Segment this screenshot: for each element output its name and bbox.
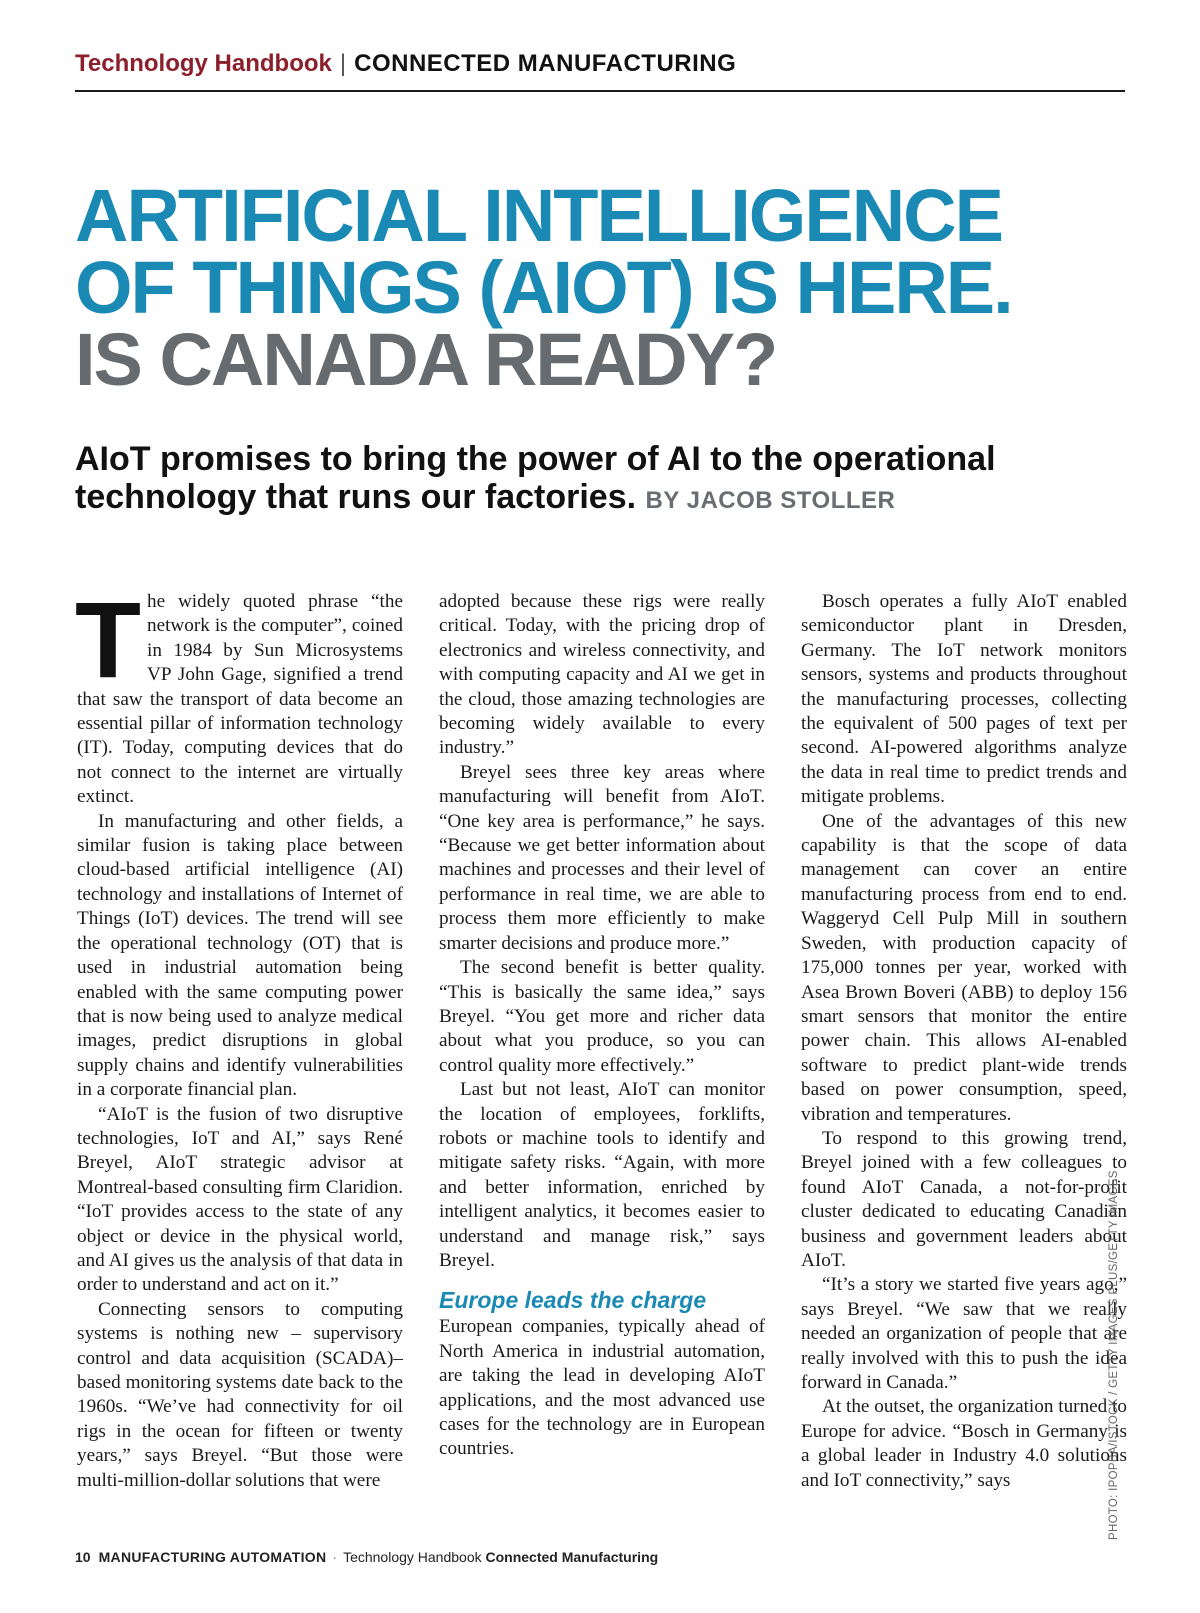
article-body (75, 579, 1127, 1520)
headline-line-3: IS CANADA READY? (75, 318, 777, 401)
page-footer (75, 1549, 658, 1569)
header-section: CONNECTED MANUFACTURING (354, 50, 737, 77)
column-2 (439, 590, 765, 1520)
paragraph: To respond to this growing trend, Breyel joined with a few colleagues to found AIoT Canada, a not-for-profit cluster dedicated to educating Canadian business and government leaders about AIoT. (801, 1127, 1127, 1271)
deck-text: AIoT promises to bring the power of AI to the operational technology that runs our factories. (75, 440, 996, 516)
paragraph: One of the advantages of this new capability is that the scope of data management can cover an entire manufacturing process from end to end. Waggeryd Cell Pulp Mill in southern Sweden, with production capacity of 175,000 tonnes per year, worked with Asea Brown Boveri (ABB) to deploy 156 smart sensors that monitor the entire power chain. This allows AI-enabled software to predict plant-wide trends based on power consumption, speed, vibration and temperatures. (801, 810, 1127, 1125)
dropcap: T (75, 579, 141, 700)
paragraph: “It’s a story we started five years ago,” says Breyel. “We saw that we really needed an organization of people that are really involved with this to push the idea forward in Canada.” (801, 1274, 1127, 1393)
paragraph: Breyel sees three key areas where manufacturing will benefit from AIoT. “One key area is performance,” he says. “Because we get better information about machines and processes and their level of performance in real time, we are able to process them more efficiently to make smarter decisions and produce more.” (439, 761, 765, 954)
paragraph: The second benefit is better quality. “This is basically the same idea,” says Breyel. “You get more and richer data about what you produce, so you can control quality more effectively.” (439, 957, 765, 1076)
headline (75, 174, 1135, 401)
paragraph (75, 579, 403, 810)
photo-credit: PHOTO: IPOPBA/ISTOCK / GETTY IMAGES PLUS/GETTY IMAGES (1108, 1170, 1120, 1540)
header-brand: Technology Handbook (75, 50, 332, 77)
paragraph: “AIoT is the fusion of two disruptive technologies, IoT and AI,” says René Breyel, AIoT strategic advisor at Montreal-based consulting firm Claridion. “IoT provides access to the state of any object or device in the physical world, and AI gives us the analysis of that data in order to understand and act on it.” (77, 1103, 403, 1296)
paragraph: Last but not least, AIoT can monitor the location of employees, forklifts, robots or machine tools to identify and mitigate safety risks. “Again, with more and better information, enriched by intelligent analytics, it becomes easier to understand and manage risk,” says Breyel. (439, 1079, 765, 1271)
footer-handbook: Technology Handbook (343, 1549, 482, 1565)
byline: BY JACOB STOLLER (645, 487, 896, 514)
headline-line-1: ARTIFICIAL INTELLIGENCE (75, 174, 1002, 257)
footer-publication: MANUFACTURING AUTOMATION (98, 1549, 327, 1565)
page-number: 10 (75, 1549, 91, 1565)
footer-section: Connected Manufacturing (485, 1549, 659, 1565)
paragraph: Connecting sensors to computing systems is nothing new – supervisory control and data acquisition (SCADA)–based monitoring systems date back to the 1960s. “We’ve had connectivity for oil rigs in the ocean for fifteen or twenty years,” says Breyel. “But those were multi-million-dollar solutions that were (77, 1298, 403, 1491)
subhead: Europe leads the charge (439, 1287, 707, 1314)
paragraph: Bosch operates a fully AIoT enabled semiconductor plant in Dresden, Germany. The IoT network monitors sensors, systems and products throughout the manufacturing processes, collecting the equivalent of 500 pages of text per second. AI-powered algorithms analyze the data in real time to predict trends and mitigate problems. (801, 591, 1127, 808)
footer-dot: · (332, 1549, 338, 1565)
header-separator: | (339, 50, 347, 77)
column-3 (801, 590, 1127, 1520)
paragraph: adopted because these rigs were really critical. Today, with the pricing drop of electronics and wireless connectivity, and with computing capacity and AI we get in the cloud, those amazing technologies are becoming widely available to every industry.” (439, 591, 765, 759)
paragraph: At the outset, the organization turned to Europe for advice. “Bosch in Germany is a global leader in Industry 4.0 solutions and IoT connectivity,” says (801, 1396, 1127, 1491)
running-header (75, 46, 1125, 92)
paragraph: In manufacturing and other fields, a similar fusion is taking place between cloud-based artificial intelligence (AI) technology and installations of Internet of Things (IoT) devices. The trend will see the operational technology (OT) that is used in industrial automation being enabled with the same computing power that is now being used to analyze medical images, predict disruptions in global supply chains and identify vulnerabilities in a corporate financial plan. (77, 810, 403, 1101)
deck (75, 440, 1135, 520)
column-1 (75, 579, 403, 1520)
headline-line-2: OF THINGS (AIOT) IS HERE. (75, 246, 1012, 329)
paragraph: European companies, typically ahead of North America in industrial automation, are taking the lead in developing AIoT applications, and the most advanced use cases for the technology are in European countries. (439, 1316, 765, 1460)
paragraph-text: he widely quoted phrase “the network is the computer”, coined in 1984 by Sun Microsystems VP John Gage, signified a trend that saw the transport of data become an essential pillar of information technology (IT). Today, computing devices that do not connect to the internet are virtually extinct. (77, 591, 403, 808)
